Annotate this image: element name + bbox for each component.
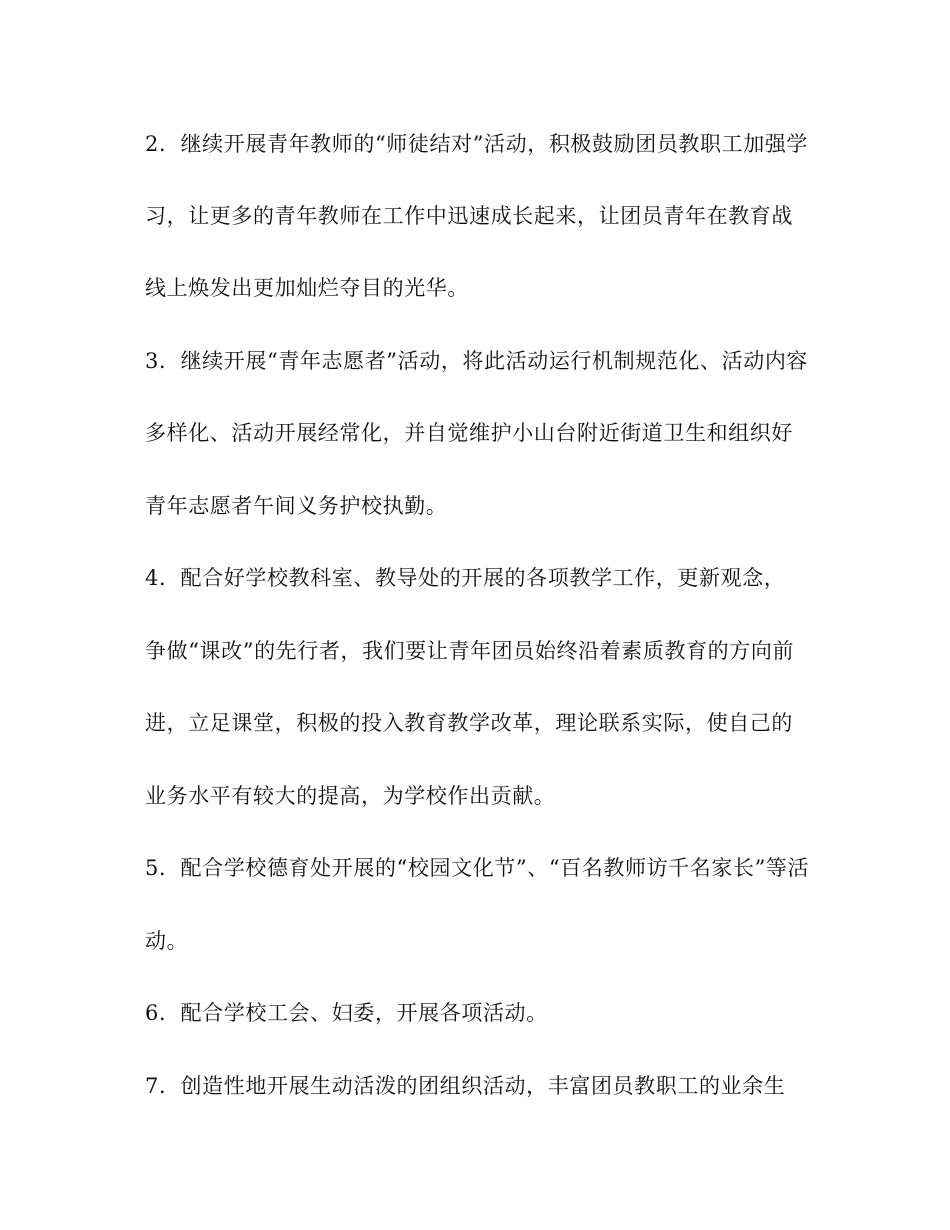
- text-line: 业务水平有较大的提高，为学校作出贡献。: [145, 784, 556, 808]
- text-line: 进，立足课堂，积极的投入教育教学改革，理论联系实际，使自己的: [145, 711, 793, 735]
- text-line: 动。: [145, 929, 189, 953]
- text-line: 青年志愿者午间义务护校执勤。: [145, 494, 448, 518]
- text-line: 多样化、活动开展经常化，并自觉维护小山台附近街道卫生和组织好: [145, 421, 793, 445]
- text-line: 线上焕发出更加灿烂夺目的光华。: [145, 276, 469, 300]
- text-line: 3．继续开展“青年志愿者”活动，将此活动运行机制规范化、活动内容: [145, 349, 809, 373]
- text-line: 习，让更多的青年教师在工作中迅速成长起来，让团员青年在教育战: [145, 204, 793, 228]
- text-line: 2．继续开展青年教师的“师徒结对”活动，积极鼓励团员教职工加强学: [145, 132, 809, 156]
- text-line: 6．配合学校工会、妇委，开展各项活动。: [145, 1001, 548, 1025]
- text-line: 7．创造性地开展生动活泼的团组织活动，丰富团员教职工的业余生: [145, 1074, 786, 1098]
- text-line: 4．配合好学校教科室、教导处的开展的各项教学工作，更新观念，: [145, 566, 786, 590]
- text-line: 5．配合学校德育处开展的“校园文化节”、“百名教师访千名家长”等活: [145, 856, 810, 880]
- text-line: 争做“课改”的先行者，我们要让青年团员始终沿着素质教育的方向前: [145, 639, 795, 663]
